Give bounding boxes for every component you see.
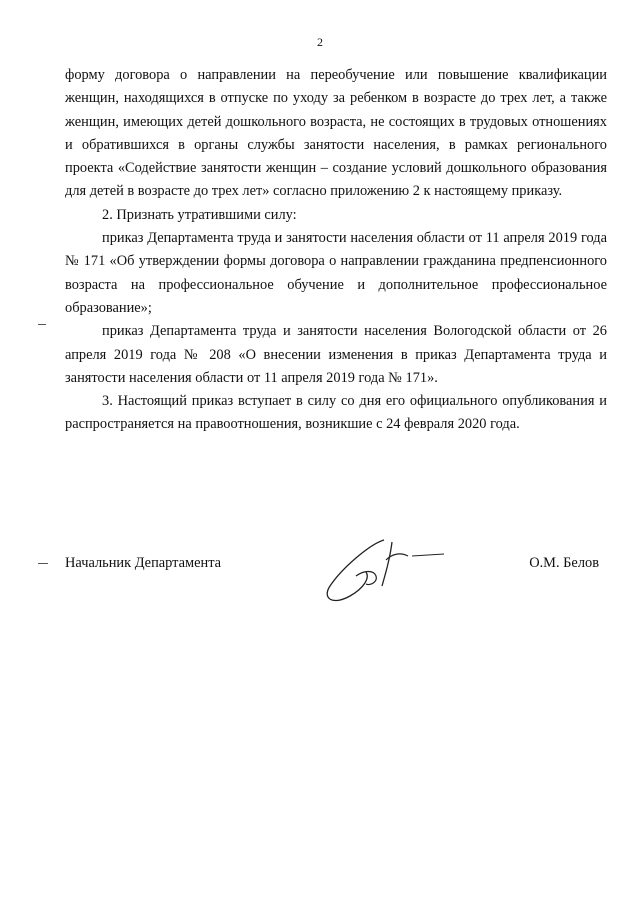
paragraph-repealed-order-208: приказ Департамента труда и занятости населения Вологодской области от 26 апреля 2019 года № 208 «О внесении изменения в приказ Департамента труда и занятости населения области от 11 апреля 2019 года № 171». (65, 323, 607, 386)
paragraph-continuation: форму договора о направлении на переобучение или повышение квалификации женщин, находящихся в отпуске по уходу за ребенком в возрасте до трех лет, а также женщин, имеющих детей дошкольного возраста, не состоящих в трудовых отношениях и обратившихся в органы службы занятости населения, в рамках регионального проекта «Содействие занятости женщин – создание условий дошкольного образования для детей в возрасте до трех лет» согласно приложению 2 к настоящему приказу. (65, 67, 607, 200)
signatory-title: Начальник Департамента (65, 555, 222, 571)
margin-scan-mark (38, 324, 46, 325)
handwritten-signature (312, 520, 462, 610)
paragraph-repealed-order-171: приказ Департамента труда и занятости населения области от 11 апреля 2019 года № 171 «Об утверждении формы договора о направлении гражданина предпенсионного возраста на профессиональное обучение и дополнительное профессиональное образование»; (65, 230, 607, 316)
paragraph-item-3: 3. Настоящий приказ вступает в силу со дня его официального опубликования и распространяется на правоотношения, возникшие с 24 февраля 2020 года. (65, 393, 607, 433)
margin-scan-mark (38, 563, 48, 564)
document-body (65, 64, 607, 437)
signatory-name: О.М. Белов (529, 555, 599, 571)
paragraph-item-2: 2. Признать утратившими силу: (102, 206, 297, 223)
page-number: 2 (317, 35, 323, 49)
